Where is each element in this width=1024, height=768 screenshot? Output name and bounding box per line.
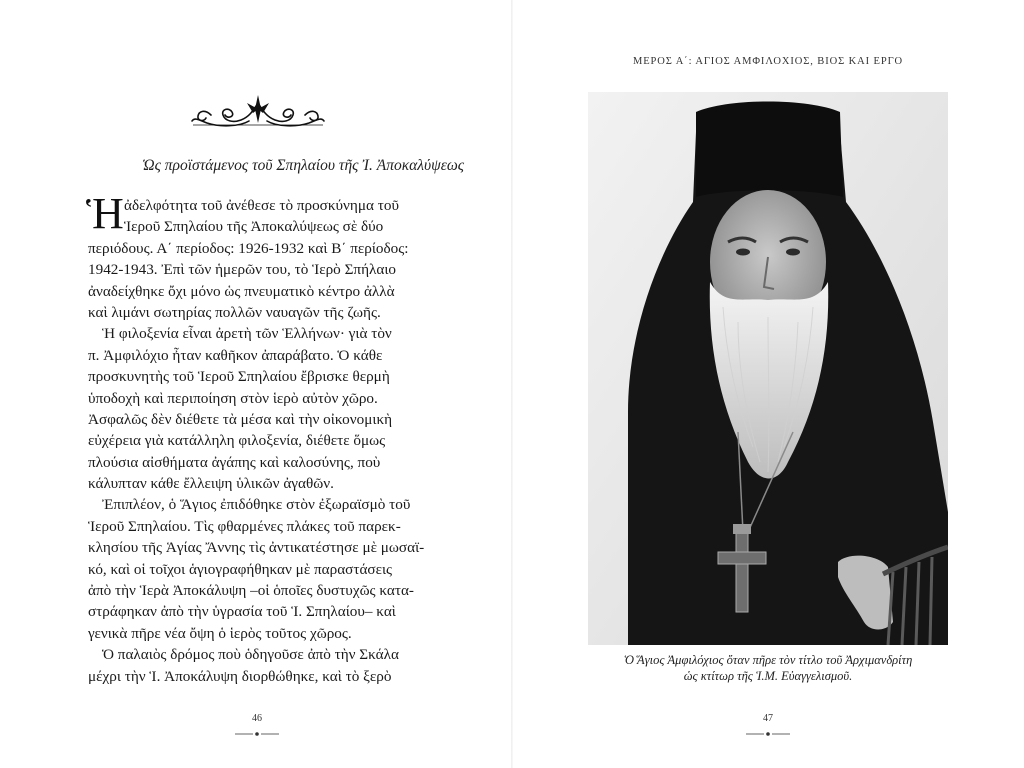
running-head: ΜΕΡΟΣ Α΄: ΑΓΙΟΣ ΑΜΦΙΛΟΧΙΟΣ, ΒΙΟΣ ΚΑΙ ΕΡΓΟ xyxy=(632,56,904,67)
text-line: ὑποδοχὴ καὶ περιποίηση στὸν ἱερὸ αὐτὸν χῶρο. xyxy=(88,389,378,407)
text-line: προσκυνητὴς τοῦ Ἱεροῦ Σπηλαίου ἔβρισκε θερμὴ xyxy=(88,368,390,386)
body-text xyxy=(86,189,440,687)
text-line: Ἀσφαλῶς δὲν διέθετε τὰ μέσα καὶ τὴν οἰκονομικὴ xyxy=(88,410,393,428)
text-line: ἀναδείχθηκε ὄχι μόνο ὡς πνευματικὸ κέντρο ἀλλὰ xyxy=(88,282,395,300)
page-number-rule-right xyxy=(746,731,790,737)
text-line: περιόδους. Α΄ περίοδος: 1926-1932 καὶ Β΄ περίοδος: xyxy=(88,239,409,257)
text-line: Ἱεροῦ Σπηλαίου τῆς Ἀποκαλύψεως σὲ δύο xyxy=(124,218,384,236)
caption-line: Ὁ Ἅγιος Ἀμφιλόχιος ὅταν πῆρε τὸν τίτλο τοῦ Ἀρχιμανδρίτη xyxy=(623,653,913,667)
text-line: στράφηκαν ἀπὸ τὴν ὑγρασία τοῦ Ἱ. Σπηλαίου– καὶ xyxy=(88,603,396,621)
portrait-photo xyxy=(588,92,948,645)
text-line: εὐχέρεια γιὰ κατάλληλη φιλοξενία, διέθετε ὅμως xyxy=(88,432,386,450)
text-line: κό, καὶ οἱ τοῖχοι ἁγιογραφήθηκαν μὲ παραστάσεις xyxy=(88,560,393,578)
page-number-right: 47 xyxy=(763,713,773,724)
text-line: μέχρι τὴν Ἱ. Ἀποκάλυψη διορθώθηκε, καὶ τὸ ξερὸ xyxy=(88,667,392,685)
text-line: καὶ λιμάνι σωτηρίας πολλῶν ναυαγῶν τῆς ζωῆς. xyxy=(88,303,381,321)
text-line: κάλυπταν κάθε ἔλλειψη ὑλικῶν ἀγαθῶν. xyxy=(88,475,334,493)
book-gutter xyxy=(511,0,513,768)
text-line: Ἐπιπλέον, ὁ Ἅγιος ἐπιδόθηκε στὸν ἐξωραϊσμὸ τοῦ xyxy=(102,496,411,514)
text-line: 1942-1943. Ἐπὶ τῶν ἡμερῶν του, τὸ Ἱερὸ Σπήλαιο xyxy=(88,261,397,279)
text-line: κλησίου τῆς Ἁγίας Ἄννης τὶς ἀντικατέστησε μὲ μωσαϊ- xyxy=(88,539,425,557)
text-line: Ὁ παλαιὸς δρόμος ποὺ ὁδηγοῦσε ἀπὸ τὴν Σκάλα xyxy=(102,646,399,664)
decorative-ornament xyxy=(189,93,327,133)
page-number-left: 46 xyxy=(252,713,262,724)
page-number-rule-left xyxy=(235,731,279,737)
text-line: ἀπὸ τὴν Ἱερὰ Ἀποκάλυψη –οἱ ὁποῖες δυστυχῶς κατα- xyxy=(88,582,414,600)
text-line: γενικὰ πῆρε νέα ὄψη ὁ ἱερὸς τοῦτος χῶρος. xyxy=(88,624,352,642)
photo-caption xyxy=(588,652,948,684)
text-line: π. Ἀμφιλόχιο ἦταν καθῆκον ἀπαράβατο. Ὁ κάθε xyxy=(88,346,383,364)
drop-cap: Ἡ xyxy=(86,189,124,238)
text-line: πλούσια αἰσθήματα ἀγάπης καὶ καλοσύνης, ποὺ xyxy=(88,453,381,471)
text-line: Ἡ φιλοξενία εἶναι ἀρετὴ τῶν Ἑλλήνων· γιὰ τὸν xyxy=(102,325,392,343)
text-line: ἀδελφότητα τοῦ ἀνέθεσε τὸ προσκύνημα τοῦ xyxy=(124,197,399,214)
section-heading: Ὡς προϊστάμενος τοῦ Σπηλαίου τῆς Ἰ. Ἀποκαλύψεως xyxy=(141,157,465,174)
text-line: Ἱεροῦ Σπηλαίου. Τὶς φθαρμένες πλάκες τοῦ παρεκ- xyxy=(88,517,401,535)
caption-line: ὡς κτίτωρ τῆς Ἱ.Μ. Εὐαγγελισμοῦ. xyxy=(683,669,853,683)
